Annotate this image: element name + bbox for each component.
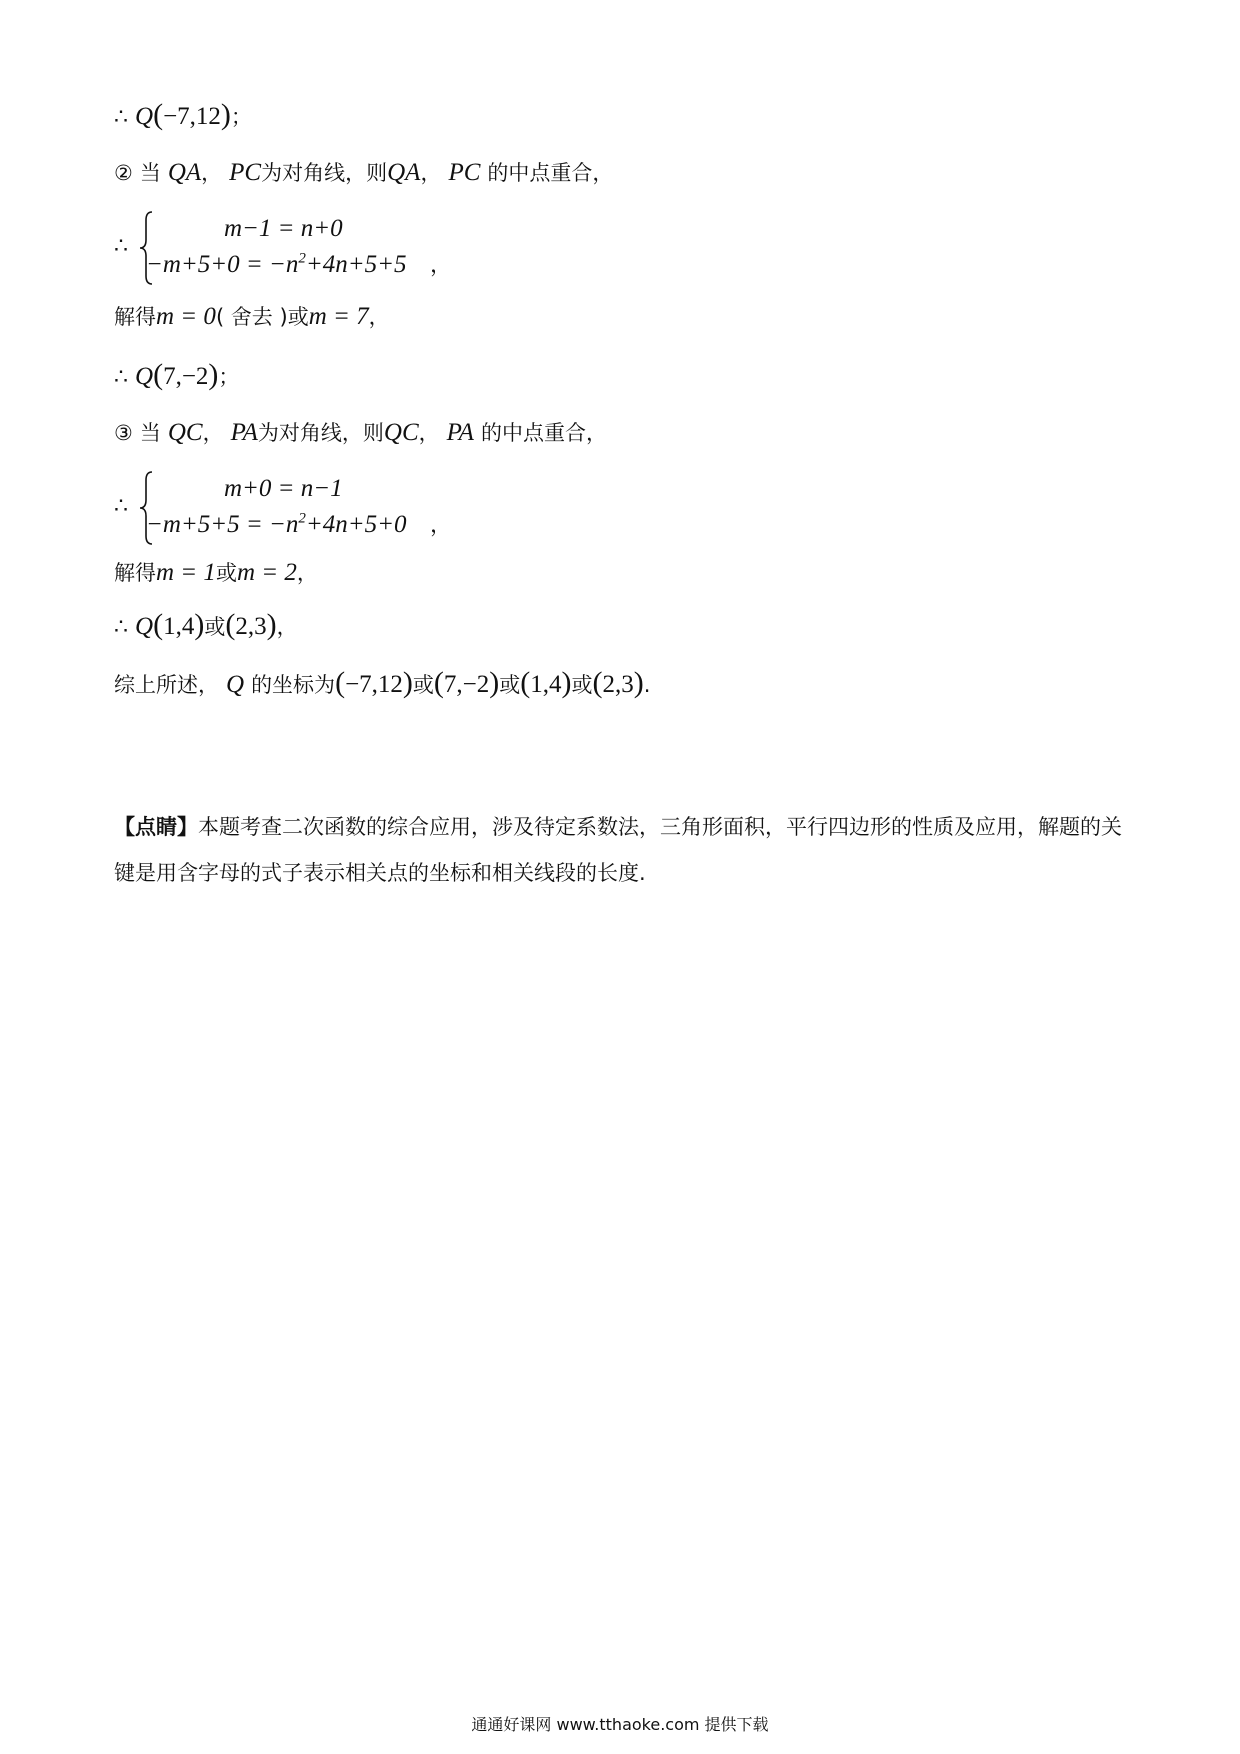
- punctuation: ，: [430, 513, 453, 538]
- therefore-symbol: ∴: [114, 234, 128, 259]
- open-paren: (: [153, 98, 164, 131]
- equation-line-1: m+0 = n−1: [224, 475, 343, 502]
- close-paren: ): [266, 608, 277, 641]
- solution-value: m = 2: [236, 559, 297, 586]
- punctuation: ；: [230, 105, 252, 129]
- or-text: 或: [571, 673, 593, 697]
- equation-part: +4n+5+0: [305, 511, 407, 538]
- open-paren: (: [433, 666, 444, 699]
- equation-part: +4n+5+5: [305, 251, 407, 278]
- therefore-symbol: ∴: [114, 105, 128, 130]
- result-q2: [114, 360, 239, 393]
- coordinate: −7,12: [163, 103, 221, 130]
- close-paren: ): [561, 666, 572, 699]
- summary-line: [114, 668, 650, 701]
- solve-text: 解得: [114, 561, 156, 585]
- case-3-statement: [114, 418, 607, 449]
- solution-value: m = 1: [156, 559, 216, 586]
- close-paren: ): [489, 666, 500, 699]
- punctuation: ，: [418, 421, 440, 445]
- open-paren: (: [592, 666, 603, 699]
- punctuation: .: [643, 673, 651, 697]
- coordinate: 7,−2: [163, 363, 209, 390]
- or-text: 或: [287, 305, 309, 329]
- punctuation: ，: [276, 615, 298, 639]
- or-text: 或: [215, 561, 237, 585]
- equation-part: −m+5+0 = −n: [146, 251, 299, 278]
- case-marker: ②: [114, 161, 133, 185]
- exponent: 2: [298, 510, 306, 527]
- equation-line-2: [146, 510, 407, 540]
- segment-label: PA: [230, 419, 258, 446]
- coordinate: 2,3: [602, 671, 634, 698]
- key-point-note: [114, 804, 1124, 896]
- case-marker: ③: [114, 421, 133, 445]
- case-text: 为对角线，则: [261, 161, 388, 185]
- case-2-statement: [114, 158, 613, 189]
- point-label: Q: [135, 103, 154, 130]
- solution-2: [114, 558, 318, 589]
- or-text: 或: [204, 615, 226, 639]
- punctuation: ，: [368, 305, 390, 329]
- case-text: 为对角线，则: [257, 421, 384, 445]
- case-text: 的中点重合，: [480, 421, 607, 445]
- punctuation: ；: [218, 365, 240, 389]
- or-text: 或: [499, 673, 521, 697]
- discard-note: ( 舍去 ): [215, 305, 288, 329]
- open-paren: (: [153, 608, 164, 641]
- note-text: 本题考查二次函数的综合应用，涉及待定系数法，三角形面积，平行四边形的性质及应用，解题的关键是用含字母的式子表示相关点的坐标和相关线段的长度.: [114, 815, 1122, 885]
- solution-1: [114, 302, 390, 333]
- summary-text: 综上所述，: [114, 673, 219, 697]
- exponent: 2: [298, 250, 306, 267]
- segment-label: QA: [387, 159, 421, 186]
- punctuation: ，: [201, 161, 223, 185]
- open-paren: (: [335, 666, 346, 699]
- open-paren: (: [520, 666, 531, 699]
- result-q1: [114, 100, 252, 133]
- coordinate: 7,−2: [443, 671, 490, 698]
- coordinate: 2,3: [235, 613, 267, 640]
- point-label: Q: [226, 671, 245, 698]
- segment-label: QC: [383, 419, 419, 446]
- open-paren: (: [225, 608, 236, 641]
- close-paren: ): [633, 666, 644, 699]
- punctuation: ，: [296, 561, 318, 585]
- therefore-symbol: ∴: [114, 494, 128, 519]
- equation-line-1: m−1 = n+0: [224, 215, 343, 242]
- close-paren: ): [208, 358, 219, 391]
- punctuation: ，: [420, 161, 442, 185]
- coordinate: 1,4: [163, 613, 195, 640]
- segment-label: PC: [448, 159, 481, 186]
- segment-label: QA: [167, 159, 202, 186]
- note-label: 【点睛】: [114, 815, 198, 839]
- segment-label: PC: [229, 159, 262, 186]
- or-text: 或: [412, 673, 434, 697]
- solution-value: m = 7: [308, 303, 369, 330]
- segment-label: PA: [446, 419, 474, 446]
- close-paren: ): [402, 666, 413, 699]
- equation-line-2: [146, 250, 407, 280]
- solve-text: 解得: [114, 305, 156, 329]
- close-paren: ): [220, 98, 231, 131]
- case-text: 当: [139, 421, 161, 445]
- therefore-symbol: ∴: [114, 615, 128, 640]
- punctuation: ，: [202, 421, 224, 445]
- equation-system-2: [114, 470, 534, 546]
- result-q3: [114, 610, 298, 643]
- coordinate: 1,4: [530, 671, 562, 698]
- point-label: Q: [135, 613, 154, 640]
- solution-value: m = 0: [156, 303, 216, 330]
- therefore-symbol: ∴: [114, 365, 128, 390]
- point-label: Q: [135, 363, 154, 390]
- close-paren: ): [194, 608, 205, 641]
- punctuation: ，: [430, 253, 453, 278]
- coordinate: −7,12: [345, 671, 403, 698]
- summary-text: 的坐标为: [251, 673, 336, 697]
- case-text: 的中点重合，: [487, 161, 614, 185]
- equation-part: −m+5+5 = −n: [146, 511, 299, 538]
- equation-system-1: [114, 210, 534, 286]
- case-text: 当: [139, 161, 161, 185]
- segment-label: QC: [167, 419, 203, 446]
- open-paren: (: [153, 358, 164, 391]
- page-footer: 通通好课网 www.tthaoke.com 提供下载: [471, 1715, 769, 1734]
